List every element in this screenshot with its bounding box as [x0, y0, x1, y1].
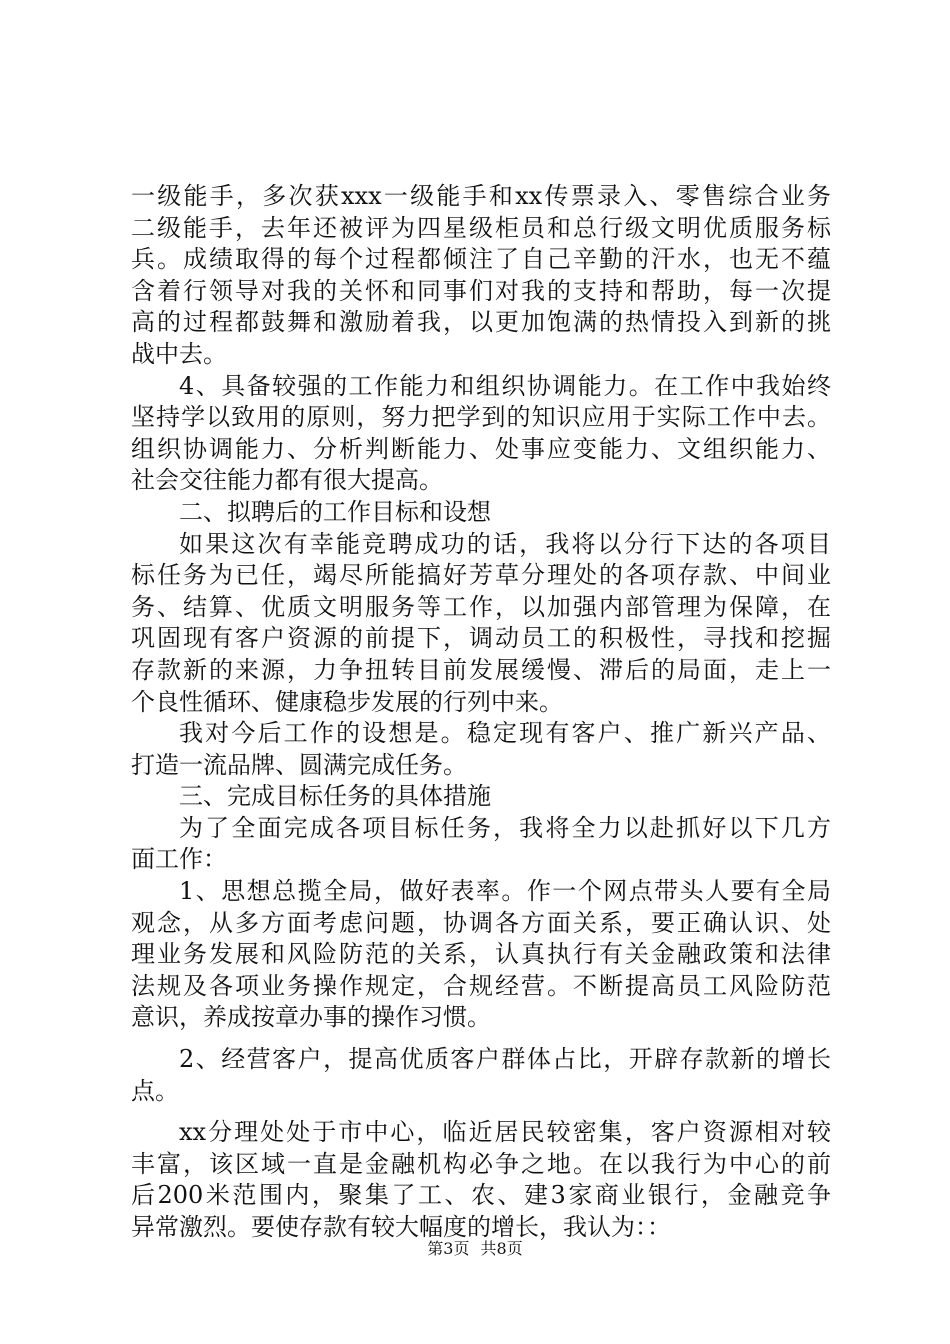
- text-line: 1、思想总揽全局，做好表率。作一个网点带头人要有全局: [179, 877, 831, 906]
- text-line: 点。: [131, 1076, 179, 1105]
- section-heading: 三、完成目标任务的具体措施: [179, 782, 491, 811]
- text-line: 观念，从多方面考虑问题，协调各方面关系，要正确认识、处: [131, 908, 831, 937]
- text-line: 理业务发展和风险防范的关系，认真执行有关金融政策和法律: [131, 940, 831, 969]
- page-number-footer: 第3页 共8页: [427, 1239, 523, 1258]
- text-line: 面工作：: [131, 845, 227, 874]
- text-line: 社会交往能力都有很大提高。: [131, 466, 443, 495]
- document-body: [131, 181, 831, 1244]
- text-line: 组织协调能力、分析判断能力、处事应变能力、文组织能力、: [131, 434, 831, 463]
- text-line: 如果这次有幸能竞聘成功的话，我将以分行下达的各项目: [179, 529, 831, 558]
- text-line: 巩固现有客户资源的前提下，调动员工的积极性，寻找和挖掘: [131, 624, 831, 653]
- text-line: 异常激烈。要使存款有较大幅度的增长，我认为：：: [131, 1213, 671, 1241]
- text-line: 4、具备较强的工作能力和组织协调能力。在工作中我始终: [179, 371, 831, 400]
- text-line: 2、经营客户，提高优质客户群体占比，开辟存款新的增长: [179, 1045, 831, 1074]
- text-line: 坚持学以致用的原则，努力把学到的知识应用于实际工作中去。: [131, 403, 831, 432]
- text-line: 含着行领导对我的关怀和同事们对我的支持和帮助，每一次提: [131, 276, 831, 305]
- text-line: 意识，养成按章办事的操作习惯。: [131, 1003, 491, 1032]
- text-line: 打造一流品牌、圆满完成任务。: [131, 750, 467, 779]
- text-line: 后200米范围内，聚集了工、农、建3家商业银行，金融竞争: [131, 1181, 831, 1210]
- text-line: 标任务为已任，竭尽所能搞好芳草分理处的各项存款、中间业: [131, 561, 831, 590]
- text-line: 二级能手，去年还被评为四星级柜员和总行级文明优质服务标: [131, 213, 831, 242]
- text-line: 丰富，该区域一直是金融机构必争之地。在以我行为中心的前: [131, 1149, 831, 1178]
- text-line: 一级能手，多次获xxx一级能手和xx传票录入、零售综合业务: [131, 182, 831, 210]
- section-heading: 二、拟聘后的工作目标和设想: [179, 497, 491, 526]
- text-line: 战中去。: [131, 339, 227, 368]
- text-line: 兵。成绩取得的每个过程都倾注了自己辛勤的汗水，也无不蕴: [131, 245, 831, 274]
- text-line: 高的过程都鼓舞和激励着我，以更加饱满的热情投入到新的挑: [131, 308, 831, 337]
- text-line: 务、结算、优质文明服务等工作，以加强内部管理为保障，在: [131, 592, 831, 621]
- text-line: 存款新的来源，力争扭转目前发展缓慢、滞后的局面，走上一: [131, 655, 831, 684]
- text-line: 为了全面完成各项目标任务，我将全力以赴抓好以下几方: [179, 813, 831, 842]
- text-line: 我对今后工作的设想是。稳定现有客户、推广新兴产品、: [179, 719, 831, 748]
- text-line: xx分理处处于市中心，临近居民较密集，客户资源相对较: [179, 1118, 831, 1147]
- text-line: 法规及各项业务操作规定，合规经营。不断提高员工风险防范: [131, 971, 831, 1000]
- text-line: 个良性循环、健康稳步发展的行列中来。: [131, 687, 563, 716]
